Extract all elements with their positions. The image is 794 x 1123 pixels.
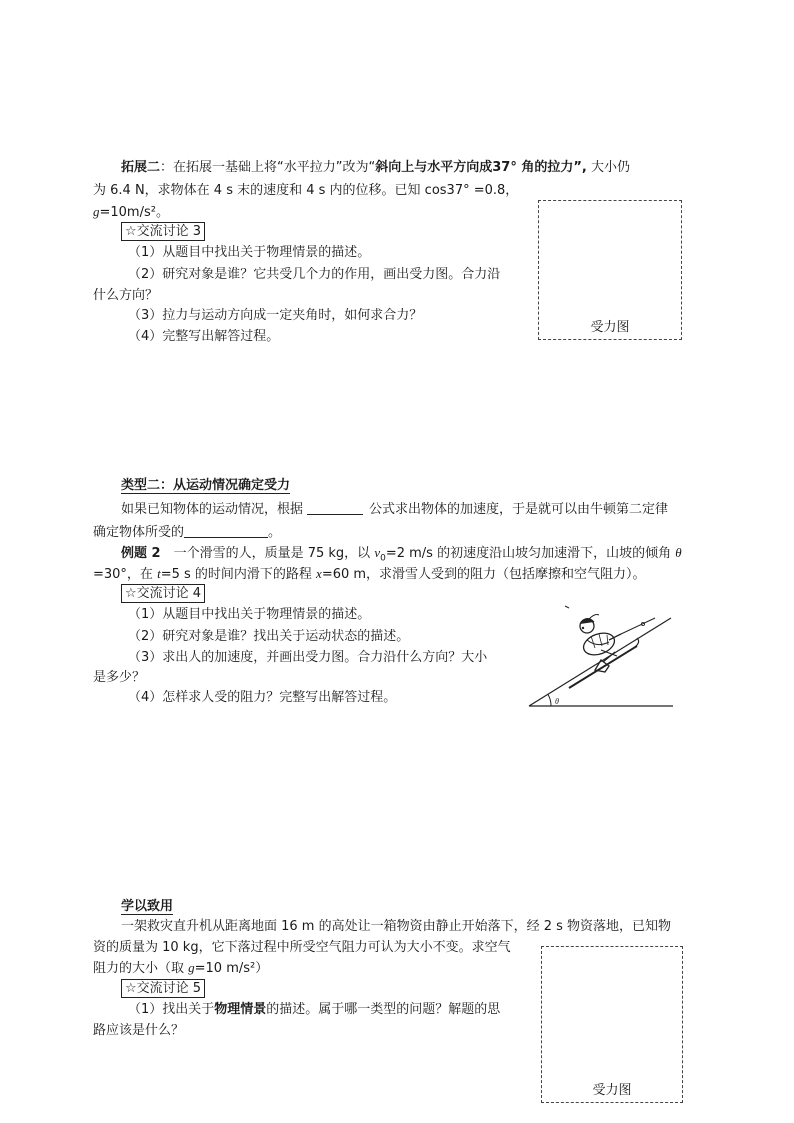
ext2-emphasis: 斜向上与水平方向成37° 角的拉力”, — [375, 160, 587, 175]
discussion-3-q2a: （2）研究对象是谁？它共受几个力的作用，画出受力图。合力沿 — [128, 267, 501, 282]
discussion-3-q1: （1）从题目中找出关于物理情景的描述。 — [128, 245, 371, 260]
force-diagram-label-1: 受力图 — [590, 320, 630, 335]
example-2-line-2: =30°，在 t=5 s 的时间内滑下的路程 x=60 m，求滑雪人受到的阻力（包括摩擦和空气阻力）。 — [93, 566, 646, 582]
apply-para-line-2: 资的质量为 10 kg，它下落过程中所受空气阻力可认为大小不变。求空气 — [93, 940, 511, 955]
discussion-3-q2b: 什么方向？ — [93, 288, 159, 303]
type2-heading: 类型二：从运动情况确定受力 — [121, 478, 291, 493]
type2-para-line-1: 如果已知物体的运动情况，根据 公式求出物体的加速度，于是就可以由牛顿第二定律 — [121, 502, 669, 517]
fill-blank-1[interactable] — [307, 500, 363, 515]
discussion-5-title: ☆交流讨论 5 — [121, 979, 205, 999]
ext2-line-2: 为 6.4 N，求物体在 4 s 末的速度和 4 s 内的位移。已知 cos37° =0.8， — [93, 183, 519, 198]
discussion-4-q2: （2）研究对象是谁？找出关于运动状态的描述。 — [128, 629, 410, 644]
discussion-4-q1: （1）从题目中找出关于物理情景的描述。 — [128, 607, 371, 622]
force-diagram-label-2: 受力图 — [592, 1083, 632, 1098]
discussion-3-q3: （3）拉力与运动方向成一定夹角时，如何求合力？ — [128, 308, 423, 323]
ext2-heading: 拓展二 — [121, 160, 161, 175]
apply-para-line-1: 一架救灾直升机从距离地面 16 m 的高处让一箱物资由静止开始落下，经 2 s 物资落地，已知物 — [121, 919, 672, 934]
skier-slope-figure — [525, 600, 677, 712]
force-diagram-box-1[interactable] — [538, 200, 682, 340]
discussion-3-title: ☆交流讨论 3 — [121, 222, 205, 242]
discussion-5-q1a: （1）找出关于物理情景的描述。属于哪一类型的问题？解题的思 — [128, 1002, 501, 1017]
discussion-4-q4: （4）怎样求人受的阻力？完整写出解答过程。 — [128, 690, 397, 705]
apply-para-line-3: 阻力的大小（取 g=10 m/s²） — [93, 960, 269, 976]
fill-blank-2[interactable] — [184, 523, 268, 538]
angle-arc — [548, 695, 551, 707]
ext2-line-1: 拓展二：在拓展一基础上将“水平拉力”改为“斜向上与水平方向成37° 角的拉力”, 大小仍 — [121, 160, 630, 175]
angle-theta-label: θ — [555, 697, 559, 706]
skier-legs — [595, 660, 609, 672]
type2-para-line-2: 确定物体所受的 。 — [93, 525, 282, 540]
discussion-3-q4: （4）完整写出解答过程。 — [128, 329, 280, 344]
ext2-line-3: g=10m/s²。 — [93, 204, 169, 220]
force-diagram-box-2[interactable] — [541, 946, 683, 1103]
discussion-5-q1c: 路应该是什么？ — [93, 1023, 185, 1038]
discussion-4-title: ☆交流讨论 4 — [121, 584, 205, 604]
apply-heading: 学以致用 — [121, 899, 174, 914]
example-2-line-1: 例题 2 一个滑雪的人，质量是 75 kg，以 $v_0=2$ m/s 的初速度沿山坡匀加速滑下，山坡的倾角 θ — [121, 545, 682, 564]
discussion-4-q3b: 是多少？ — [93, 670, 146, 685]
discussion-4-q3a: （3）求出人的加速度，并画出受力图。合力沿什么方向？大小 — [128, 650, 488, 665]
